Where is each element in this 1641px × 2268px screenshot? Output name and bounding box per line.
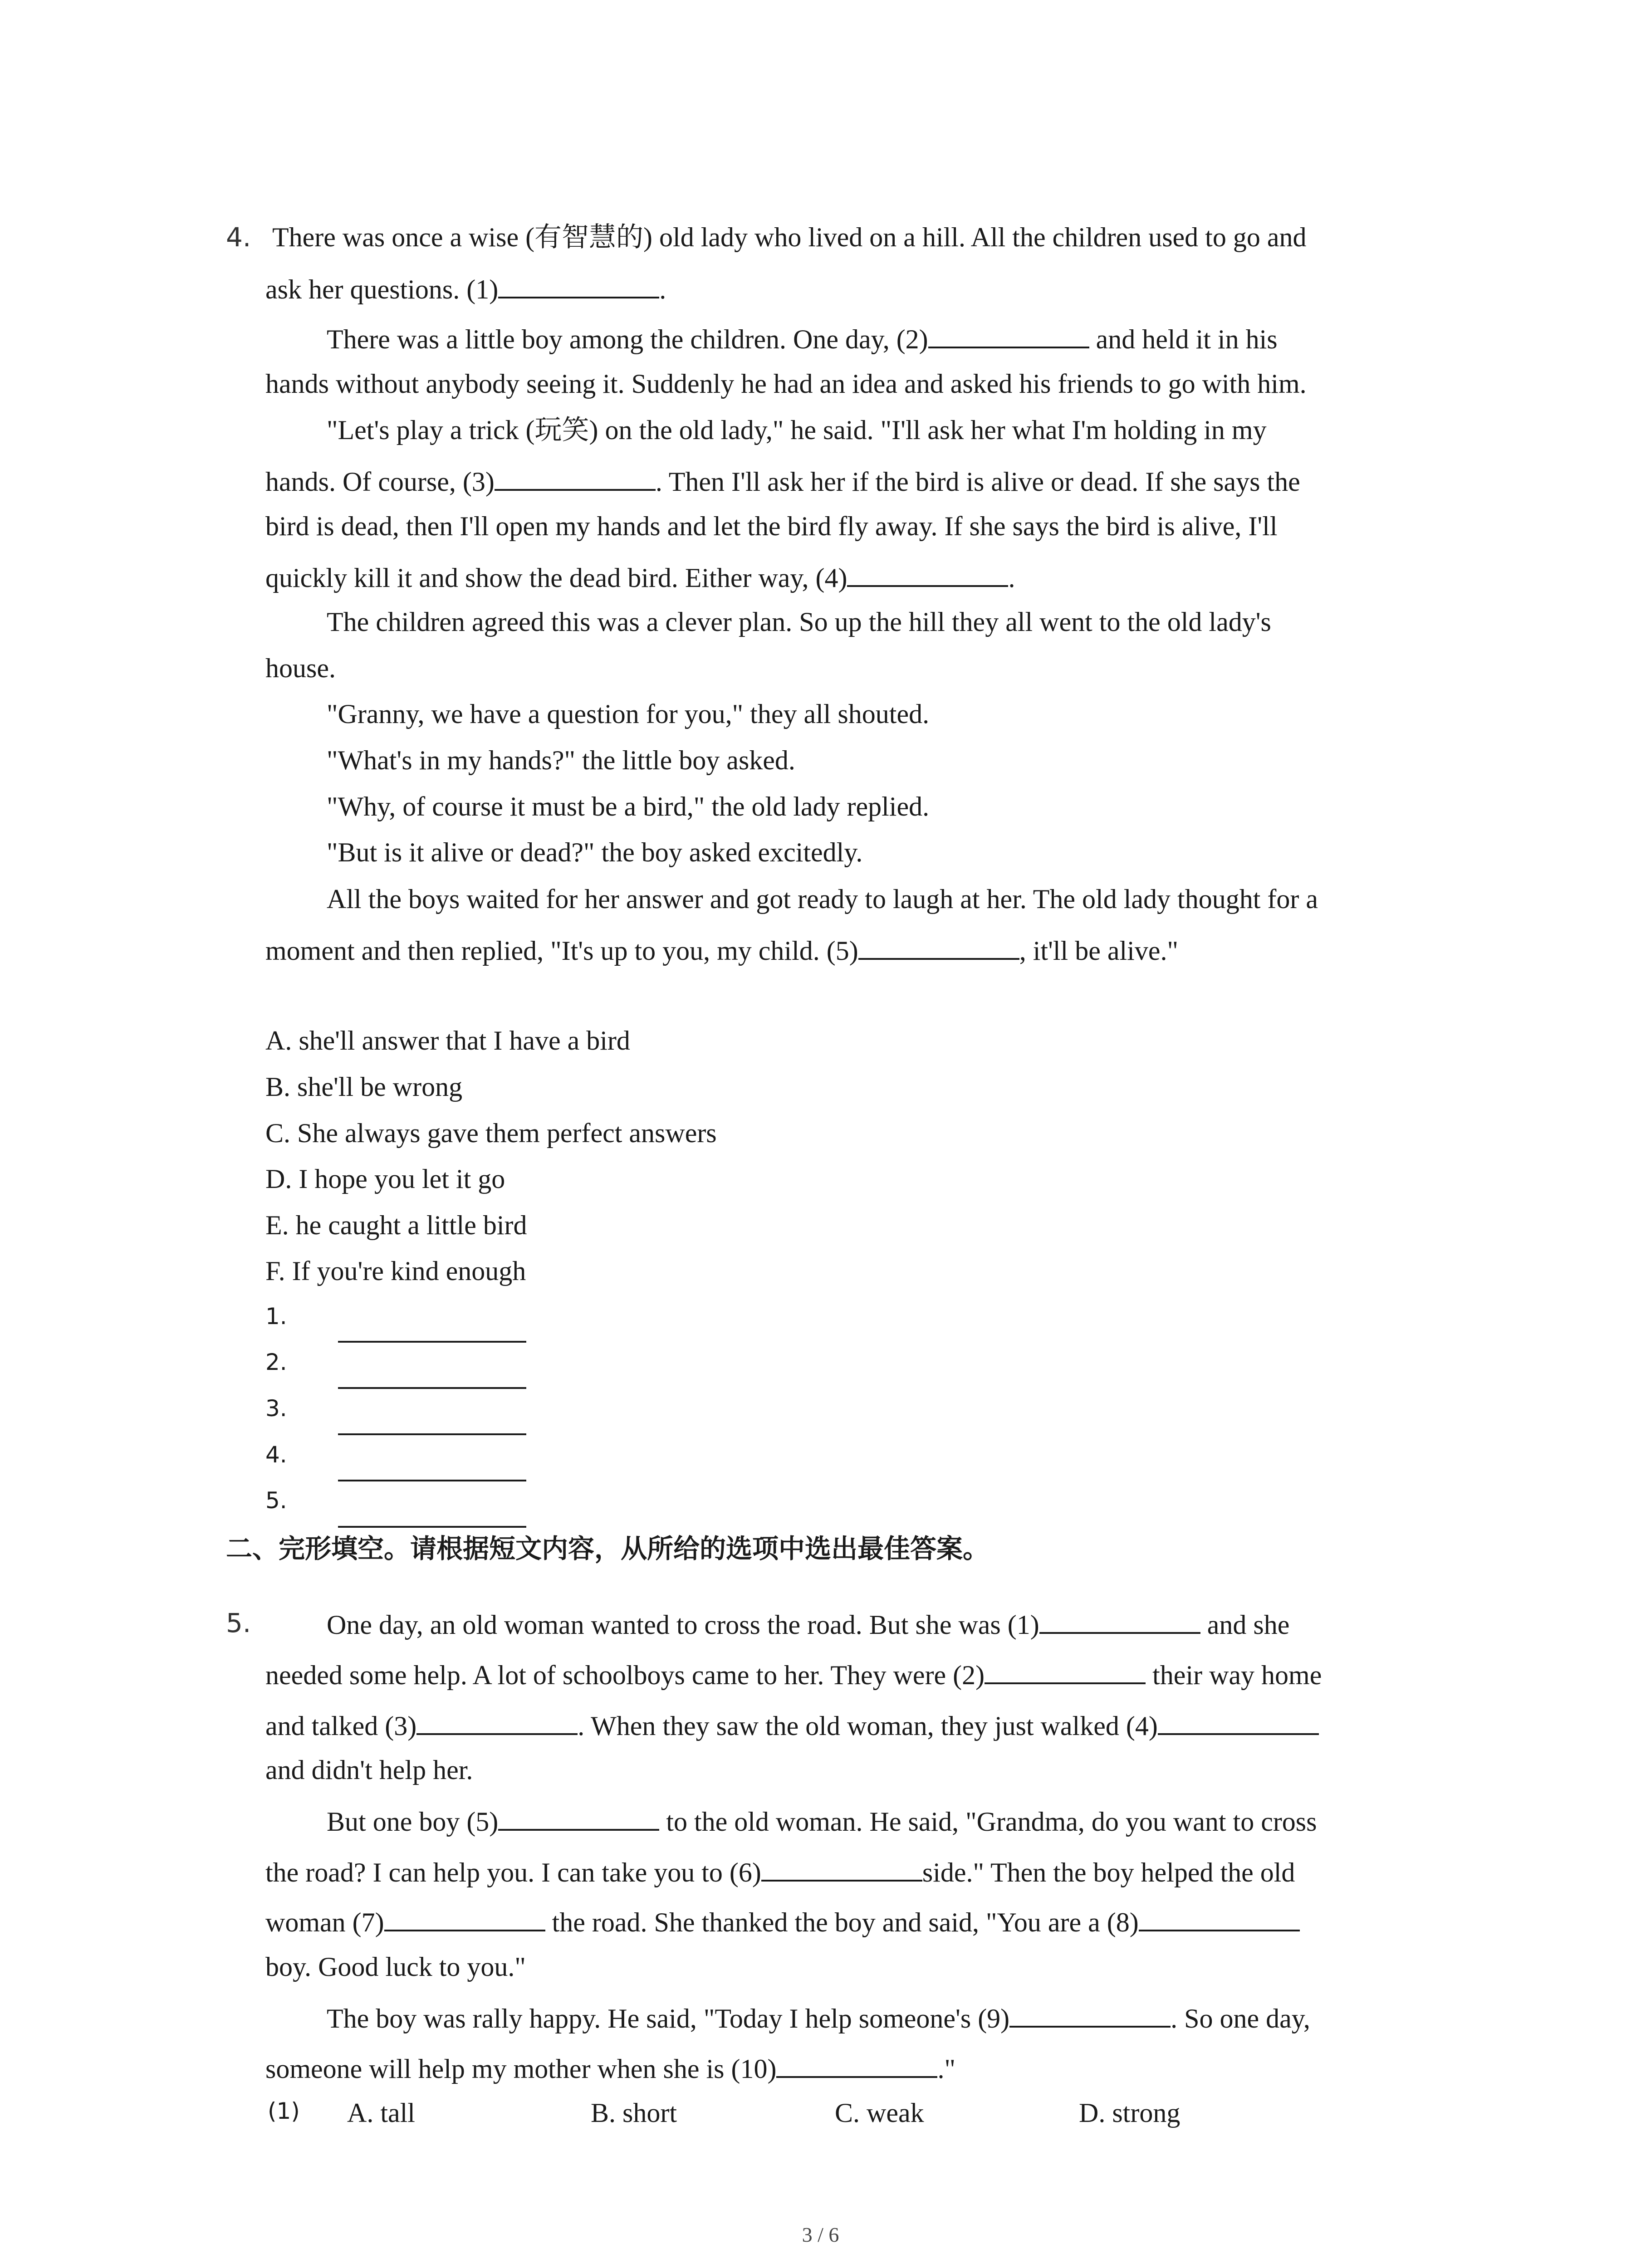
sub1-option-b[interactable]: B. short — [591, 2098, 677, 2128]
option-d: D. I hope you let it go — [265, 1164, 505, 1194]
q4-line-9: The children agreed this was a clever plan. So up the hill they all went to the old lady's — [327, 607, 1271, 637]
q5-line-2 — [265, 1657, 1322, 1690]
q5-line-2-text: needed some help. A lot of schoolboys came to her. They were (2) — [265, 1660, 985, 1690]
q5-line-6-end: side." Then the boy helped the old — [922, 1857, 1295, 1887]
q5-line-1-text: One day, an old woman wanted to cross the road. But she was (1) — [327, 1610, 1039, 1640]
q5-line-9 — [327, 2000, 1310, 2033]
blank-q5-4[interactable] — [1158, 1708, 1319, 1735]
q5-line-5-text: But one boy (5) — [327, 1807, 499, 1837]
blank-q5-1[interactable] — [1039, 1607, 1200, 1634]
sub-question-1-label: (1) — [268, 2098, 300, 2124]
question-5-number: 5. — [226, 1608, 251, 1638]
q4-line-4: hands without anybody seeing it. Suddenly he had an idea and asked his friends to go with him. — [265, 369, 1307, 399]
blank-q5-3[interactable] — [416, 1708, 578, 1735]
q4-line-16-text: moment and then replied, "It's up to you, my child. (5) — [265, 936, 858, 966]
q5-line-7-text: woman (7) — [265, 1907, 384, 1937]
q4-line-3-end: and held it in his — [1089, 324, 1278, 354]
q5-line-7-mid: the road. She thanked the boy and said, "You are a (8) — [545, 1907, 1139, 1937]
q4-line-10: house. — [265, 653, 336, 683]
q5-line-5 — [327, 1804, 1317, 1836]
answer-number-2: 2. — [265, 1349, 287, 1375]
q4-line-8 — [265, 560, 1015, 592]
answer-number-5: 5. — [265, 1487, 287, 1514]
answer-line-4[interactable] — [338, 1480, 526, 1481]
q5-line-2-end: their way home — [1146, 1660, 1322, 1690]
q4-line-13: "Why, of course it must be a bird," the old lady replied. — [327, 792, 930, 821]
q5-line-1-end: and she — [1200, 1610, 1290, 1640]
q4-line-2-text: ask her questions. (1) — [265, 274, 499, 304]
q4-line-14: "But is it alive or dead?" the boy asked excitedly. — [327, 837, 863, 867]
q5-line-3-mid: . When they saw the old woman, they just walked (4) — [578, 1711, 1158, 1741]
q4-line-6-text: hands. Of course, (3) — [265, 467, 495, 497]
q4-line-5: "Let's play a trick (玩笑) on the old lady," he said. "I'll ask her what I'm holding in my — [327, 415, 1267, 445]
q5-line-4: and didn't help her. — [265, 1755, 473, 1785]
q5-line-9-text: The boy was rally happy. He said, "Today I help someone's (9) — [327, 2004, 1010, 2033]
answer-line-1[interactable] — [338, 1341, 526, 1343]
answer-number-3: 3. — [265, 1395, 287, 1422]
blank-q4-1[interactable] — [498, 271, 659, 298]
q4-line-3-text: There was a little boy among the children. One day, (2) — [327, 324, 928, 354]
blank-q5-5[interactable] — [498, 1804, 659, 1831]
q4-line-2 — [265, 271, 666, 304]
blank-q5-9[interactable] — [1009, 2000, 1171, 2028]
q4-line-8-text: quickly kill it and show the dead bird. Either way, (4) — [265, 563, 847, 593]
q4-line-1: There was once a wise (有智慧的) old lady who lived on a hill. All the children used to go and — [272, 222, 1307, 252]
q4-line-12: "What's in my hands?" the little boy asked. — [327, 745, 795, 775]
q5-line-10-end: ." — [937, 2054, 955, 2084]
page-number: 3 / 6 — [802, 2223, 839, 2246]
blank-q4-3[interactable] — [495, 464, 656, 491]
blank-q5-10[interactable] — [776, 2051, 937, 2078]
q5-line-9-end: . So one day, — [1171, 2004, 1310, 2033]
option-f: F. If you're kind enough — [265, 1256, 526, 1286]
q4-line-11: "Granny, we have a question for you," they all shouted. — [327, 699, 930, 729]
q5-line-5-end: to the old woman. He said, "Grandma, do you want to cross — [659, 1807, 1317, 1837]
q5-line-10-text: someone will help my mother when she is (10) — [265, 2054, 777, 2084]
q4-line-16-end: , it'll be alive." — [1019, 936, 1178, 966]
q4-line-15: All the boys waited for her answer and got ready to laugh at her. The old lady thought for a — [327, 884, 1318, 914]
sub1-option-d[interactable]: D. strong — [1079, 2098, 1181, 2128]
answer-line-2[interactable] — [338, 1387, 526, 1389]
q5-line-6-text: the road? I can help you. I can take you to (6) — [265, 1857, 761, 1887]
q5-line-7 — [265, 1904, 1300, 1937]
option-a: A. she'll answer that I have a bird — [265, 1026, 630, 1056]
q5-line-1 — [327, 1607, 1289, 1639]
q5-line-3 — [265, 1708, 1319, 1740]
q4-line-6 — [265, 464, 1300, 496]
answer-number-1: 1. — [265, 1303, 287, 1330]
q4-line-7: bird is dead, then I'll open my hands and let the bird fly away. If she says the bird is alive, I'll — [265, 511, 1278, 541]
option-c: C. She always gave them perfect answers — [265, 1118, 717, 1148]
blank-q5-8[interactable] — [1139, 1904, 1300, 1931]
option-b: B. she'll be wrong — [265, 1072, 463, 1102]
blank-q4-5[interactable] — [858, 933, 1019, 960]
q5-line-8: boy. Good luck to you." — [265, 1952, 526, 1982]
blank-q5-2[interactable] — [985, 1657, 1146, 1684]
q4-line-16 — [265, 933, 1178, 965]
q5-line-10 — [265, 2051, 955, 2083]
answer-number-4: 4. — [265, 1442, 287, 1468]
question-4-number: 4. — [226, 222, 251, 253]
q5-line-6 — [265, 1854, 1295, 1887]
sub1-option-c[interactable]: C. weak — [835, 2098, 924, 2128]
q5-line-3-text: and talked (3) — [265, 1711, 417, 1741]
section-2-title: 二、完形填空。请根据短文内容，从所给的选项中选出最佳答案。 — [226, 1533, 989, 1564]
q4-line-3 — [327, 321, 1278, 354]
q4-line-2-end: . — [659, 274, 666, 304]
q4-line-8-end: . — [1008, 563, 1015, 593]
sub1-option-a[interactable]: A. tall — [347, 2098, 415, 2128]
answer-line-5[interactable] — [338, 1526, 526, 1528]
q4-line-6-end: . Then I'll ask her if the bird is alive or dead. If she says the — [655, 467, 1300, 497]
answer-line-3[interactable] — [338, 1433, 526, 1435]
blank-q4-4[interactable] — [847, 560, 1008, 587]
option-e: E. he caught a little bird — [265, 1210, 527, 1240]
blank-q5-7[interactable] — [384, 1904, 545, 1931]
blank-q5-6[interactable] — [761, 1854, 922, 1882]
blank-q4-2[interactable] — [928, 321, 1089, 348]
